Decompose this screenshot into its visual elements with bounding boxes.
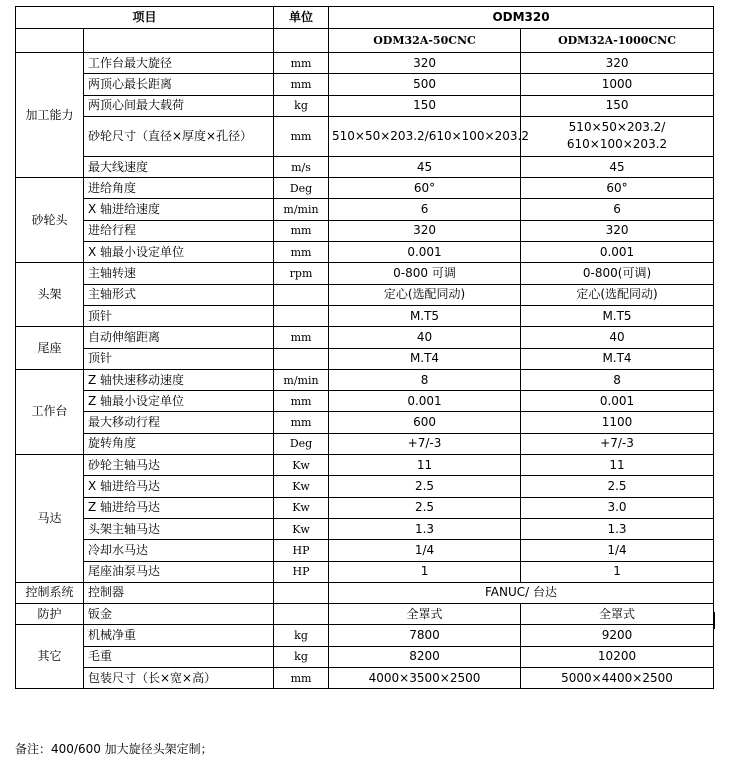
value-cell-model-2: 1/4: [521, 540, 714, 561]
value-cell-model-2: 2.5: [521, 476, 714, 497]
value-cell-model-1: 0.001: [329, 242, 521, 263]
value-cell-model-2: 10200: [521, 646, 714, 667]
unit-cell: m/min: [274, 369, 329, 390]
spec-row: [16, 412, 714, 433]
item-cell: 最大线速度: [84, 156, 274, 177]
unit-cell: Kw: [274, 518, 329, 539]
value-cell-model-1: 2.5: [329, 497, 521, 518]
value-cell-model-1: 全罩式: [329, 604, 521, 625]
item-cell: 旋转角度: [84, 433, 274, 454]
spec-row: [16, 305, 714, 326]
item-cell: 钣金: [84, 604, 274, 625]
spec-row: [16, 497, 714, 518]
header-row: [16, 7, 714, 29]
category-cell: 加工能力: [16, 53, 84, 178]
value-cell-model-1: 1.3: [329, 518, 521, 539]
unit-cell: Kw: [274, 476, 329, 497]
unit-cell: [274, 348, 329, 369]
spec-row: [16, 476, 714, 497]
spec-row: [16, 263, 714, 284]
item-cell: Z 轴进给马达: [84, 497, 274, 518]
unit-cell: mm: [274, 668, 329, 689]
unit-cell: [274, 284, 329, 305]
value-cell-model-2: 60°: [521, 178, 714, 199]
item-cell: X 轴进给马达: [84, 476, 274, 497]
spec-table-body: [16, 7, 714, 689]
value-cell-model-1: 500: [329, 74, 521, 95]
value-cell-model-1: 320: [329, 53, 521, 74]
header-model-group: ODM320: [329, 7, 714, 29]
spec-row: [16, 625, 714, 646]
value-cell-merged: FANUC/ 台达: [329, 582, 714, 603]
unit-cell: mm: [274, 116, 329, 156]
value-cell-model-1: 150: [329, 95, 521, 116]
value-cell-model-2: 1100: [521, 412, 714, 433]
item-cell: 进给行程: [84, 220, 274, 241]
unit-cell: Deg: [274, 178, 329, 199]
value-cell-model-2: M.T4: [521, 348, 714, 369]
item-cell: X 轴最小设定单位: [84, 242, 274, 263]
spec-row: [16, 156, 714, 177]
unit-cell: [274, 582, 329, 603]
unit-cell: kg: [274, 95, 329, 116]
unit-cell: HP: [274, 561, 329, 582]
item-cell: 进给角度: [84, 178, 274, 199]
item-cell: 控制器: [84, 582, 274, 603]
value-cell-model-2: 0-800(可调): [521, 263, 714, 284]
value-cell-model-2: 8: [521, 369, 714, 390]
footnote: 备注：400/600 加大旋径头架定制；: [15, 742, 213, 756]
blank-cell: [84, 29, 274, 53]
unit-cell: Kw: [274, 497, 329, 518]
spec-table: [15, 6, 714, 689]
item-cell: 头架主轴马达: [84, 518, 274, 539]
blank-cell: [274, 29, 329, 53]
header-item: 项目: [16, 7, 274, 29]
item-cell: 顶针: [84, 348, 274, 369]
spec-row: [16, 220, 714, 241]
value-cell-model-2: 45: [521, 156, 714, 177]
value-cell-model-1: 320: [329, 220, 521, 241]
spec-row: [16, 116, 714, 156]
model-row: [16, 29, 714, 53]
value-cell-model-2: 3.0: [521, 497, 714, 518]
item-cell: X 轴进给速度: [84, 199, 274, 220]
unit-cell: mm: [274, 327, 329, 348]
unit-cell: rpm: [274, 263, 329, 284]
item-cell: Z 轴快速移动速度: [84, 369, 274, 390]
value-cell-model-1: M.T5: [329, 305, 521, 326]
category-cell: 尾座: [16, 327, 84, 370]
value-cell-model-2: 1000: [521, 74, 714, 95]
value-cell-model-1: 0-800 可调: [329, 263, 521, 284]
value-cell-model-2: 1.3: [521, 518, 714, 539]
model-name-1: ODM32A-50CNC: [329, 29, 521, 53]
spec-row: [16, 74, 714, 95]
item-cell: 主轴形式: [84, 284, 274, 305]
category-cell: 控制系统: [16, 582, 84, 603]
value-cell-model-1: 2.5: [329, 476, 521, 497]
spec-row: [16, 561, 714, 582]
item-cell: 毛重: [84, 646, 274, 667]
spec-row: [16, 284, 714, 305]
value-cell-model-2: 150: [521, 95, 714, 116]
value-cell-model-1: 1: [329, 561, 521, 582]
item-cell: 最大移动行程: [84, 412, 274, 433]
spec-row: [16, 369, 714, 390]
item-cell: 两顶心间最大载荷: [84, 95, 274, 116]
unit-cell: kg: [274, 646, 329, 667]
item-cell: 顶针: [84, 305, 274, 326]
item-cell: 机械净重: [84, 625, 274, 646]
item-cell: 主轴转速: [84, 263, 274, 284]
spec-row: [16, 604, 714, 625]
item-cell: 工作台最大旋径: [84, 53, 274, 74]
category-cell: 头架: [16, 263, 84, 327]
unit-cell: [274, 604, 329, 625]
blank-cell: [16, 29, 84, 53]
unit-cell: mm: [274, 74, 329, 95]
spec-row: [16, 540, 714, 561]
item-cell: 自动伸缩距离: [84, 327, 274, 348]
spec-row: [16, 433, 714, 454]
category-cell: 其它: [16, 625, 84, 689]
spec-row: [16, 348, 714, 369]
value-cell-model-2: 定心(选配同动): [521, 284, 714, 305]
value-cell-model-1: 8: [329, 369, 521, 390]
item-cell: 冷却水马达: [84, 540, 274, 561]
unit-cell: m/min: [274, 199, 329, 220]
item-cell: Z 轴最小设定单位: [84, 391, 274, 412]
spec-row: [16, 199, 714, 220]
value-cell-model-1: 45: [329, 156, 521, 177]
unit-cell: HP: [274, 540, 329, 561]
unit-cell: mm: [274, 220, 329, 241]
value-cell-model-2: 11: [521, 455, 714, 476]
value-cell-model-1: 510×50×203.2/610×100×203.2: [329, 116, 521, 156]
unit-cell: kg: [274, 625, 329, 646]
category-cell: 砂轮头: [16, 178, 84, 263]
value-cell-model-2: 510×50×203.2/ 610×100×203.2: [521, 116, 714, 156]
value-cell-model-2: 320: [521, 220, 714, 241]
value-cell-model-2: 40: [521, 327, 714, 348]
header-unit: 单位: [274, 7, 329, 29]
value-cell-model-1: 6: [329, 199, 521, 220]
unit-cell: [274, 305, 329, 326]
spec-row: [16, 53, 714, 74]
spec-row: [16, 242, 714, 263]
value-cell-model-2: 1: [521, 561, 714, 582]
unit-cell: Deg: [274, 433, 329, 454]
item-cell: 砂轮尺寸（直径×厚度×孔径）: [84, 116, 274, 156]
value-cell-model-1: 40: [329, 327, 521, 348]
value-cell-model-1: 60°: [329, 178, 521, 199]
value-cell-model-2: 6: [521, 199, 714, 220]
value-cell-model-1: 7800: [329, 625, 521, 646]
unit-cell: mm: [274, 391, 329, 412]
spec-row: [16, 178, 714, 199]
item-cell: 两顶心最长距离: [84, 74, 274, 95]
model-name-2: ODM32A-1000CNC: [521, 29, 714, 53]
item-cell: 尾座油泵马达: [84, 561, 274, 582]
value-cell-model-2: 9200: [521, 625, 714, 646]
item-cell: 砂轮主轴马达: [84, 455, 274, 476]
category-cell: 马达: [16, 455, 84, 583]
value-cell-model-1: 600: [329, 412, 521, 433]
spec-row: [16, 95, 714, 116]
spec-row: [16, 582, 714, 603]
value-cell-model-1: 1/4: [329, 540, 521, 561]
category-cell: 防护: [16, 604, 84, 625]
value-cell-model-1: 11: [329, 455, 521, 476]
value-cell-model-2: 0.001: [521, 242, 714, 263]
value-cell-model-2: +7/-3: [521, 433, 714, 454]
value-cell-model-1: 4000×3500×2500: [329, 668, 521, 689]
unit-cell: m/s: [274, 156, 329, 177]
unit-cell: mm: [274, 412, 329, 433]
edge-mark: [713, 612, 715, 629]
value-cell-model-2: 5000×4400×2500: [521, 668, 714, 689]
value-cell-model-2: 全罩式: [521, 604, 714, 625]
spec-row: [16, 668, 714, 689]
category-cell: 工作台: [16, 369, 84, 454]
unit-cell: mm: [274, 53, 329, 74]
value-cell-model-1: 8200: [329, 646, 521, 667]
value-cell-model-2: M.T5: [521, 305, 714, 326]
spec-row: [16, 455, 714, 476]
spec-row: [16, 391, 714, 412]
item-cell: 包装尺寸（长×宽×高）: [84, 668, 274, 689]
unit-cell: mm: [274, 242, 329, 263]
value-cell-model-2: 0.001: [521, 391, 714, 412]
spec-row: [16, 327, 714, 348]
value-cell-model-1: 定心(选配同动): [329, 284, 521, 305]
value-cell-model-1: +7/-3: [329, 433, 521, 454]
spec-row: [16, 646, 714, 667]
value-cell-model-2: 320: [521, 53, 714, 74]
spec-row: [16, 518, 714, 539]
unit-cell: Kw: [274, 455, 329, 476]
value-cell-model-1: 0.001: [329, 391, 521, 412]
value-cell-model-1: M.T4: [329, 348, 521, 369]
